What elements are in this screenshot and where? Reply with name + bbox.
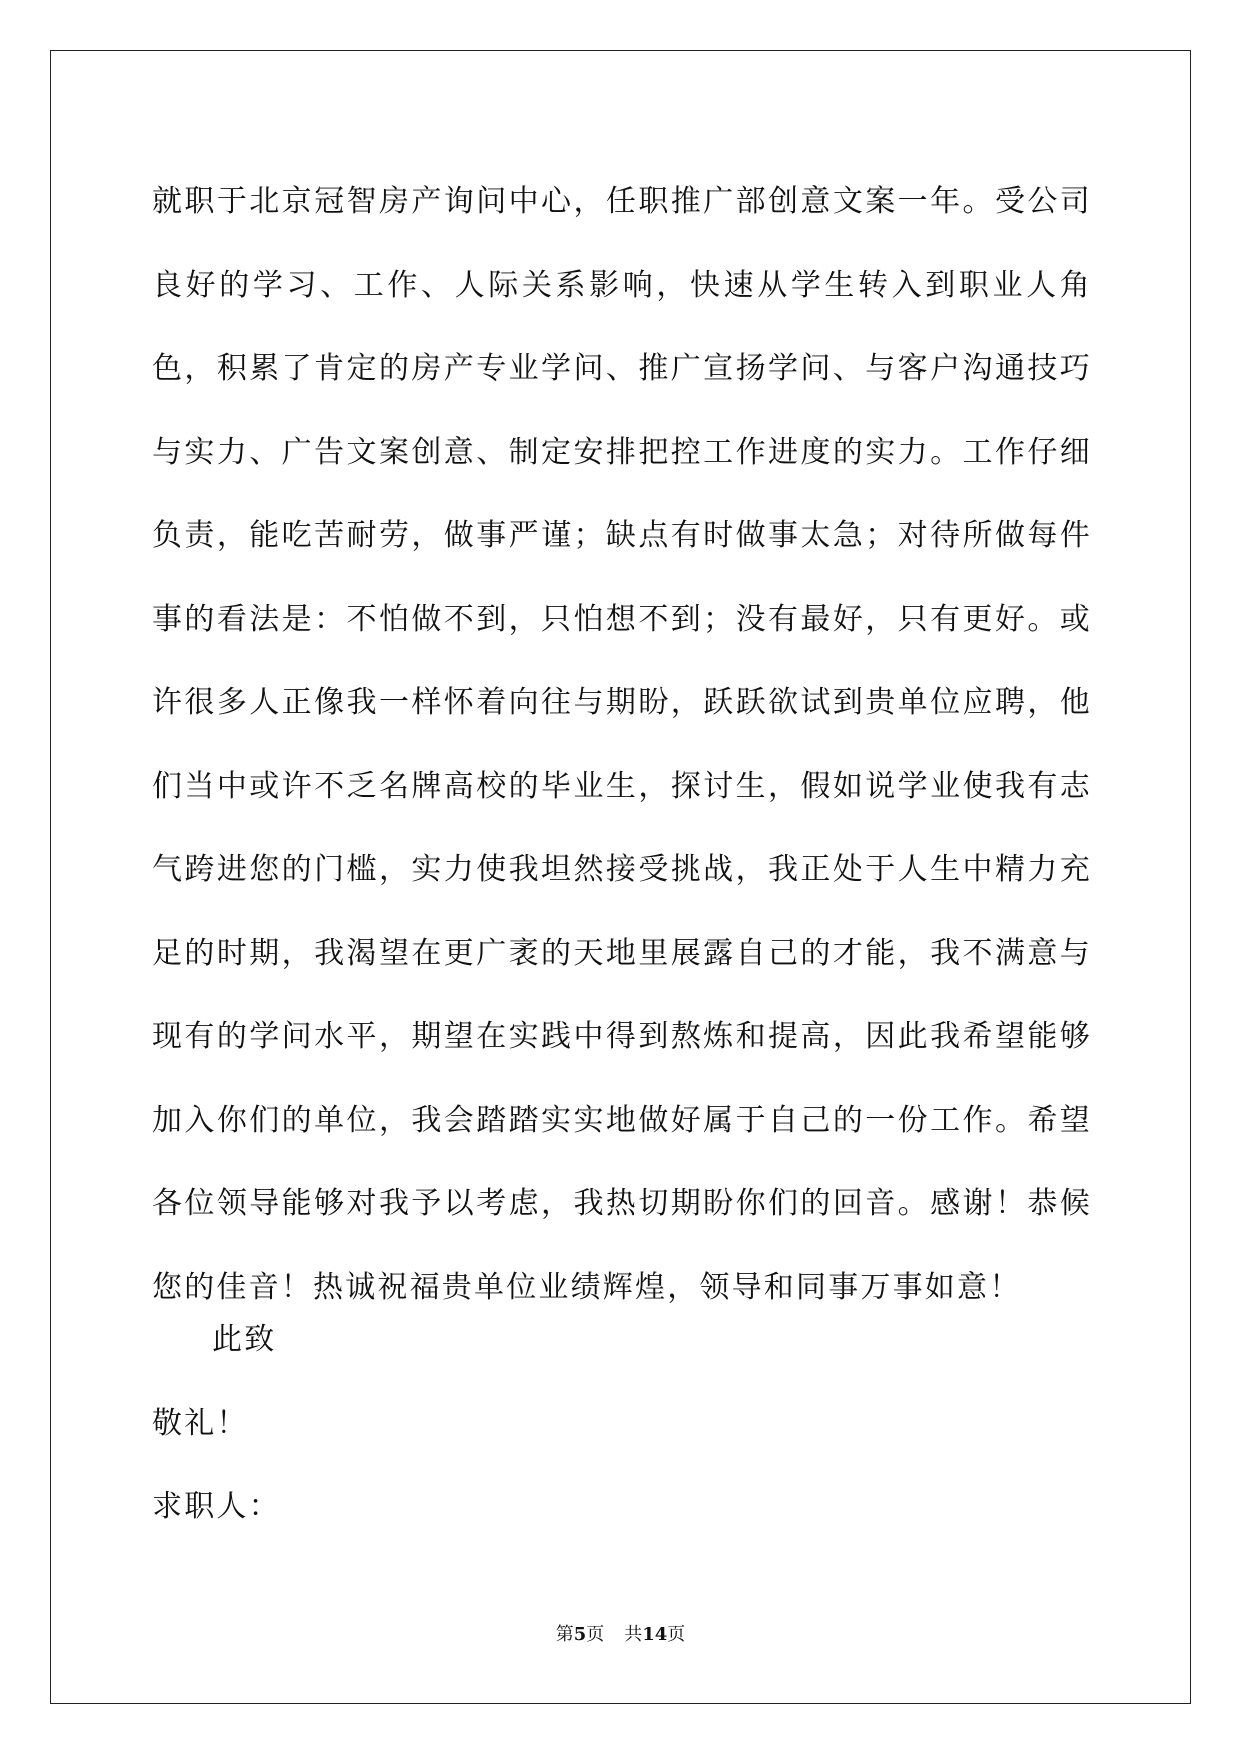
closing-regards: 敬礼！	[152, 1406, 249, 1441]
footer-total-prefix: 共	[624, 1624, 643, 1645]
footer-prefix: 第	[555, 1624, 574, 1645]
page-footer	[0, 1620, 1241, 1646]
letter-body: 就职于北京冠智房产询问中心，任职推广部创意文案一年。受公司良好的学习、工作、人际关系影响，快速从学生转入到职业人角色，积累了肯定的房产专业学问、推广宣扬学问、与客户沟通技巧与实力、广告文案创意、制定安排把控工作进度的实力。工作仔细负责，能吃苦耐劳，做事严谨；缺点有时做事太急；对待所做每件事的看法是：不怕做不到，只怕想不到；没有最好，只有更好。或许很多人正像我一样怀着向往与期盼，跃跃欲试到贵单位应聘，他们当中或许不乏名牌高校的毕业生，探讨生，假如说学业使我有志气跨进您的门槛，实力使我坦然接受挑战，我正处于人生中精力充足的时期，我渴望在更广袤的天地里展露自己的才能，我不满意与现有的学问水平，期望在实践中得到熬炼和提高，因此我希望能够加入你们的单位，我会踏踏实实地做好属于自己的一份工作。希望各位领导能够对我予以考虑，我热切期盼你们的回音。感谢！恭候您的佳音！热诚祝福贵单位业绩辉煌，领导和同事万事如意！	[152, 184, 1092, 1305]
footer-total-suffix: 页	[667, 1624, 686, 1645]
footer-page-number: 5	[573, 1624, 587, 1645]
applicant-signature-label: 求职人：	[152, 1489, 281, 1524]
footer-page-suffix: 页	[586, 1624, 605, 1645]
footer-total-pages: 14	[642, 1624, 668, 1645]
closing-salutation: 此致	[212, 1322, 277, 1357]
